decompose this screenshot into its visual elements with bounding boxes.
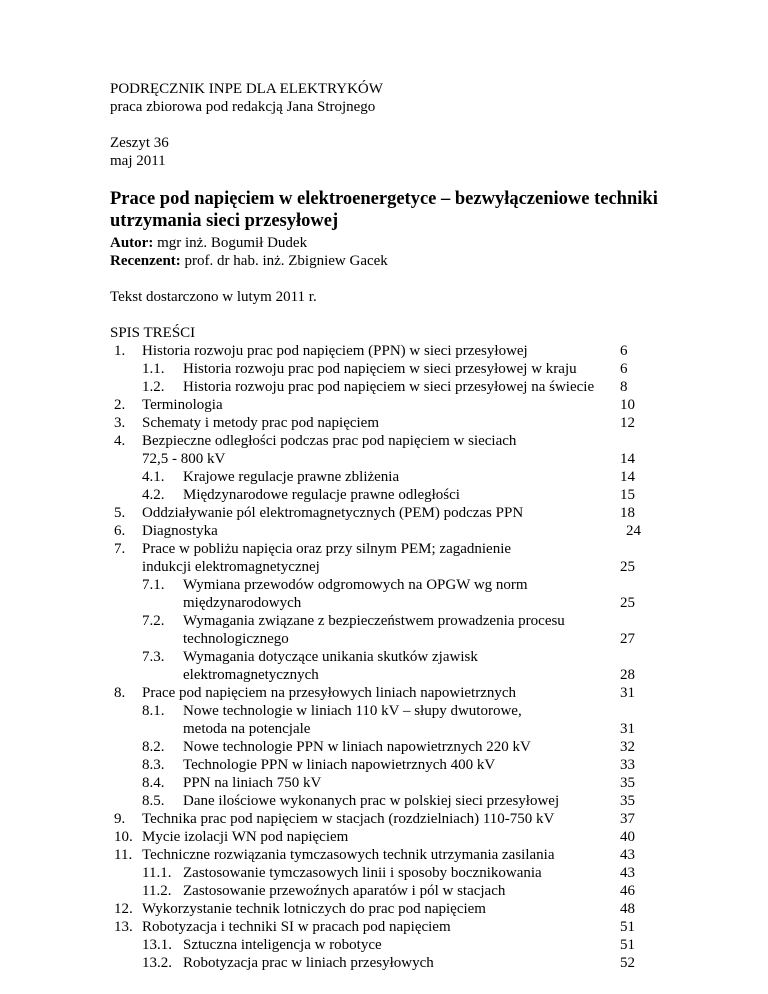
toc-title: Historia rozwoju prac pod napięciem (PPN) w sieci przesyłowej xyxy=(142,343,528,359)
toc-number: 4.1. xyxy=(142,469,165,485)
toc-row xyxy=(110,396,670,414)
toc-page-number: 24 xyxy=(626,523,641,539)
toc-title: Wymagania dotyczące unikania skutków zjawisk xyxy=(183,649,478,665)
toc-title: elektromagnetycznych xyxy=(183,667,319,683)
toc-title: Międzynarodowe regulacje prawne odległości xyxy=(183,487,460,503)
toc-number: 9. xyxy=(114,811,126,827)
reviewer-line xyxy=(110,252,650,270)
toc-number: 1.1. xyxy=(142,361,165,377)
toc-title: technologicznego xyxy=(183,631,289,647)
toc-row xyxy=(110,738,670,756)
toc-row xyxy=(110,792,670,810)
toc-row xyxy=(110,864,670,882)
toc-number: 1. xyxy=(114,343,126,359)
toc-title: Prace pod napięciem na przesyłowych liniach napowietrznych xyxy=(142,685,517,701)
toc-page-number: 43 xyxy=(620,865,635,881)
toc-row xyxy=(110,504,670,522)
toc-row xyxy=(110,666,670,684)
toc-page-number: 51 xyxy=(620,919,635,935)
toc-title: międzynarodowych xyxy=(183,595,302,611)
toc-title: metoda na potencjale xyxy=(183,721,311,737)
document-title xyxy=(110,188,658,232)
toc-row xyxy=(110,612,670,630)
toc-row xyxy=(110,648,670,666)
author-name: mgr inż. Bogumił Dudek xyxy=(157,235,308,251)
toc-title: 72,5 - 800 kV xyxy=(142,451,226,467)
toc-number: 5. xyxy=(114,505,126,521)
toc-page-number: 43 xyxy=(620,847,635,863)
toc-row xyxy=(110,540,670,558)
toc-number: 11. xyxy=(114,847,133,863)
toc-title: Zastosowanie tymczasowych linii i sposoby bocznikowania xyxy=(183,865,542,881)
toc-row xyxy=(110,522,670,540)
toc-title: Robotyzacja prac w liniach przesyłowych xyxy=(183,955,434,971)
toc-page-number: 33 xyxy=(620,757,635,773)
title-line-1: Prace pod napięciem w elektroenergetyce – bezwyłączeniowe techniki xyxy=(110,189,658,209)
toc-title: Krajowe regulacje prawne zbliżenia xyxy=(183,469,400,485)
toc-number: 13.1. xyxy=(142,937,172,953)
toc-number: 8.5. xyxy=(142,793,165,809)
toc-number: 4.2. xyxy=(142,487,165,503)
editor-line: praca zbiorowa pod redakcją Jana Strojnego xyxy=(110,99,376,115)
toc-page-number: 27 xyxy=(620,631,635,647)
toc-title: Mycie izolacji WN pod napięciem xyxy=(142,829,349,845)
toc-page-number: 28 xyxy=(620,667,635,683)
toc-row xyxy=(110,684,670,702)
toc-row xyxy=(110,576,670,594)
toc-number: 2. xyxy=(114,397,126,413)
toc-page-number: 12 xyxy=(620,415,635,431)
toc-page-number: 32 xyxy=(620,739,635,755)
toc-title: Historia rozwoju prac pod napięciem w sieci przesyłowej w kraju xyxy=(183,361,577,377)
toc-page-number: 18 xyxy=(620,505,635,521)
toc-row xyxy=(110,450,670,468)
toc-page-number: 48 xyxy=(620,901,635,917)
toc-page-number: 52 xyxy=(620,955,635,971)
toc-heading: SPIS TREŚCI xyxy=(110,325,196,341)
toc-page-number: 10 xyxy=(620,397,635,413)
issue-number: Zeszyt 36 xyxy=(110,135,169,151)
document-page xyxy=(110,80,658,972)
toc-page-number: 25 xyxy=(620,595,635,611)
toc-page-number: 6 xyxy=(620,361,628,377)
toc-title: Wykorzystanie technik lotniczych do prac pod napięciem xyxy=(142,901,486,917)
toc-number: 8.1. xyxy=(142,703,165,719)
reviewer-label: Recenzent: xyxy=(110,253,181,269)
author-line xyxy=(110,234,650,252)
author-label: Autor: xyxy=(110,235,154,251)
toc-title: Bezpieczne odległości podczas prac pod napięciem w sieciach xyxy=(142,433,517,449)
toc-row xyxy=(110,594,670,612)
toc-number: 1.2. xyxy=(142,379,165,395)
toc-row xyxy=(110,774,670,792)
toc-row xyxy=(110,720,670,738)
toc-page-number: 46 xyxy=(620,883,635,899)
toc-row xyxy=(110,360,670,378)
toc-row xyxy=(110,468,670,486)
toc-title: Techniczne rozwiązania tymczasowych technik utrzymania zasilania xyxy=(142,847,555,863)
toc-row xyxy=(110,342,670,360)
toc-page-number: 35 xyxy=(620,793,635,809)
toc-page-number: 35 xyxy=(620,775,635,791)
toc-title: Dane ilościowe wykonanych prac w polskiej sieci przesyłowej xyxy=(183,793,560,809)
toc-row xyxy=(110,414,670,432)
toc-number: 13.2. xyxy=(142,955,172,971)
toc-title: Robotyzacja i techniki SI w pracach pod napięciem xyxy=(142,919,451,935)
delivered-note: Tekst dostarczono w lutym 2011 r. xyxy=(110,289,317,305)
issue-date: maj 2011 xyxy=(110,153,166,169)
toc-title: Prace w pobliżu napięcia oraz przy silnym PEM; zagadnienie xyxy=(142,541,512,557)
toc-row xyxy=(110,702,670,720)
toc-number: 4. xyxy=(114,433,126,449)
toc-row xyxy=(110,486,670,504)
toc-number: 8.3. xyxy=(142,757,165,773)
toc-row xyxy=(110,378,670,396)
toc-number: 8.4. xyxy=(142,775,165,791)
toc-title: Terminologia xyxy=(142,397,223,413)
toc-title: Technologie PPN w liniach napowietrznych 400 kV xyxy=(183,757,496,773)
toc-row xyxy=(110,432,670,450)
toc-title: Nowe technologie PPN w liniach napowietrznych 220 kV xyxy=(183,739,531,755)
toc-row xyxy=(110,846,670,864)
toc-number: 8.2. xyxy=(142,739,165,755)
toc-row xyxy=(110,936,670,954)
toc-number: 7.2. xyxy=(142,613,165,629)
toc-title: Wymagania związane z bezpieczeństwem prowadzenia procesu xyxy=(183,613,565,629)
toc-page-number: 14 xyxy=(620,469,635,485)
toc-number: 12. xyxy=(114,901,133,917)
title-line-2: utrzymania sieci przesyłowej xyxy=(110,211,339,231)
toc-row xyxy=(110,756,670,774)
toc-row xyxy=(110,918,670,936)
toc-row xyxy=(110,954,670,972)
table-of-contents xyxy=(110,324,670,972)
series-title: PODRĘCZNIK INPE DLA ELEKTRYKÓW xyxy=(110,81,383,97)
toc-title: Diagnostyka xyxy=(142,523,218,539)
toc-row xyxy=(110,810,670,828)
toc-row xyxy=(110,828,670,846)
toc-list xyxy=(110,342,670,972)
toc-page-number: 31 xyxy=(620,721,635,737)
toc-title: Schematy i metody prac pod napięciem xyxy=(142,415,380,431)
toc-title: indukcji elektromagnetycznej xyxy=(142,559,320,575)
toc-title: Zastosowanie przewoźnych aparatów i pól w stacjach xyxy=(183,883,506,899)
toc-page-number: 14 xyxy=(620,451,635,467)
toc-page-number: 25 xyxy=(620,559,635,575)
toc-title: Wymiana przewodów odgromowych na OPGW wg norm xyxy=(183,577,528,593)
toc-title: PPN na liniach 750 kV xyxy=(183,775,322,791)
toc-row xyxy=(110,558,670,576)
toc-number: 10. xyxy=(114,829,133,845)
toc-title: Historia rozwoju prac pod napięciem w sieci przesyłowej na świecie xyxy=(183,379,595,395)
toc-number: 3. xyxy=(114,415,126,431)
toc-number: 6. xyxy=(114,523,126,539)
toc-page-number: 15 xyxy=(620,487,635,503)
toc-page-number: 40 xyxy=(620,829,635,845)
toc-title: Oddziaływanie pól elektromagnetycznych (PEM) podczas PPN xyxy=(142,505,524,521)
toc-page-number: 51 xyxy=(620,937,635,953)
toc-row xyxy=(110,900,670,918)
toc-title: Nowe technologie w liniach 110 kV – słupy dwutorowe, xyxy=(183,703,522,719)
toc-row xyxy=(110,630,670,648)
toc-page-number: 31 xyxy=(620,685,635,701)
toc-row xyxy=(110,882,670,900)
toc-title: Technika prac pod napięciem w stacjach (rozdzielniach) 110-750 kV xyxy=(142,811,555,827)
toc-number: 8. xyxy=(114,685,126,701)
toc-page-number: 37 xyxy=(620,811,635,827)
reviewer-name: prof. dr hab. inż. Zbigniew Gacek xyxy=(184,253,388,269)
toc-number: 13. xyxy=(114,919,133,935)
toc-title: Sztuczna inteligencja w robotyce xyxy=(183,937,382,953)
toc-number: 7. xyxy=(114,541,126,557)
toc-number: 11.2. xyxy=(142,883,172,899)
toc-number: 11.1. xyxy=(142,865,172,881)
toc-page-number: 8 xyxy=(620,379,628,395)
toc-number: 7.3. xyxy=(142,649,165,665)
toc-page-number: 6 xyxy=(620,343,628,359)
toc-number: 7.1. xyxy=(142,577,165,593)
